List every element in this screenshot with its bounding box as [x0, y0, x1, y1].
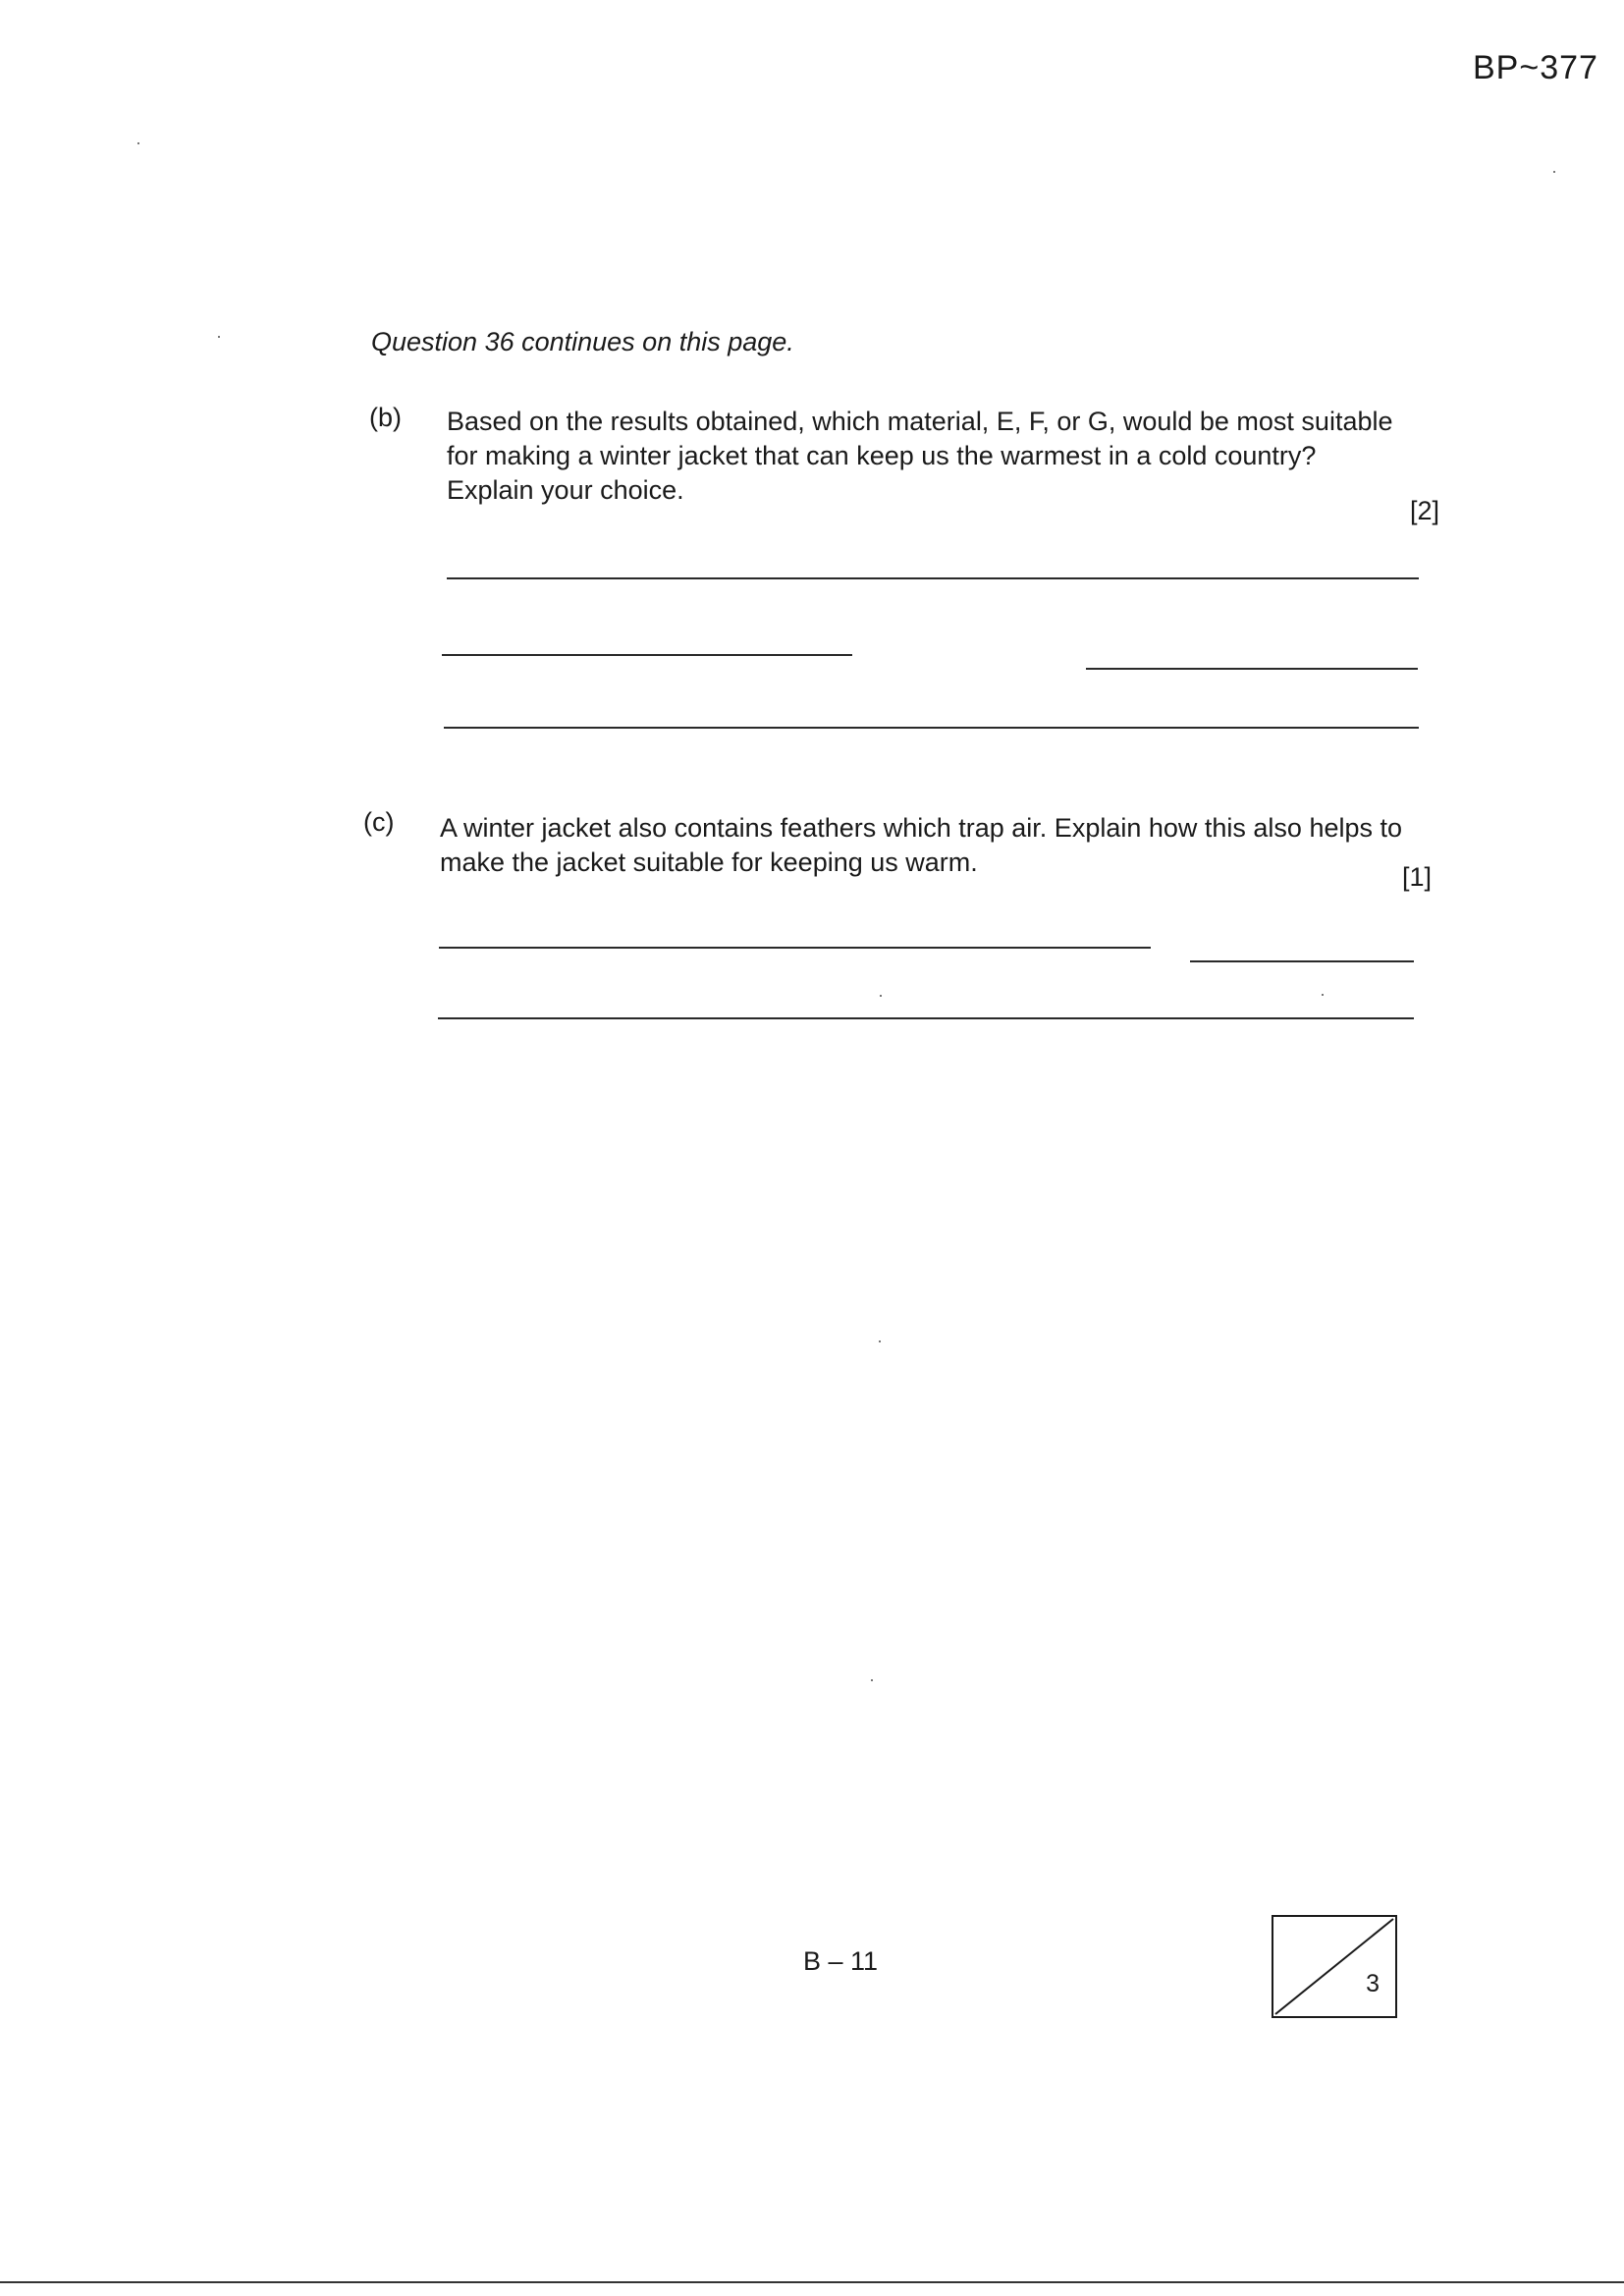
continues-note: Question 36 continues on this page.	[371, 327, 794, 356]
scan-speck	[880, 995, 882, 997]
score-box	[1272, 1915, 1397, 2018]
scan-speck	[218, 336, 220, 338]
part-b-marks: [2]	[1410, 496, 1440, 525]
part-b-question-line: for making a winter jacket that can keep us the warmest in a cold country?	[447, 441, 1317, 470]
part-c-question-line: make the jacket suitable for keeping us warm.	[440, 847, 978, 877]
scan-speck	[1553, 171, 1555, 173]
answer-line[interactable]	[444, 727, 1419, 729]
score-box-value: 3	[1366, 1970, 1380, 1997]
answer-line[interactable]	[1190, 960, 1414, 962]
part-c-question	[440, 811, 1422, 880]
part-b-question-line: Explain your choice.	[447, 475, 684, 505]
part-b-label: (b)	[369, 403, 402, 432]
part-c-marks: [1]	[1402, 862, 1433, 892]
part-c-question-line: A winter jacket also contains feathers which trap air. Explain how this also helps to	[440, 813, 1403, 843]
answer-line[interactable]	[442, 654, 852, 656]
page-number: B – 11	[803, 1946, 879, 1976]
page-code: BP~377	[1473, 49, 1598, 86]
scan-speck	[1322, 994, 1324, 996]
answer-line[interactable]	[1086, 668, 1418, 670]
part-b-question-line: Based on the results obtained, which material, E, F, or G, would be most suitable	[447, 407, 1393, 436]
answer-line[interactable]	[447, 577, 1419, 579]
bottom-rule	[0, 2281, 1624, 2283]
scan-speck	[137, 142, 139, 144]
answer-line[interactable]	[439, 947, 1151, 949]
part-c-label: (c)	[363, 807, 395, 837]
scan-speck	[871, 1679, 873, 1681]
score-box-diagonal-icon	[1273, 1917, 1395, 2016]
part-b-question	[447, 405, 1429, 508]
scan-speck	[879, 1340, 881, 1342]
answer-line[interactable]	[438, 1017, 1414, 1019]
